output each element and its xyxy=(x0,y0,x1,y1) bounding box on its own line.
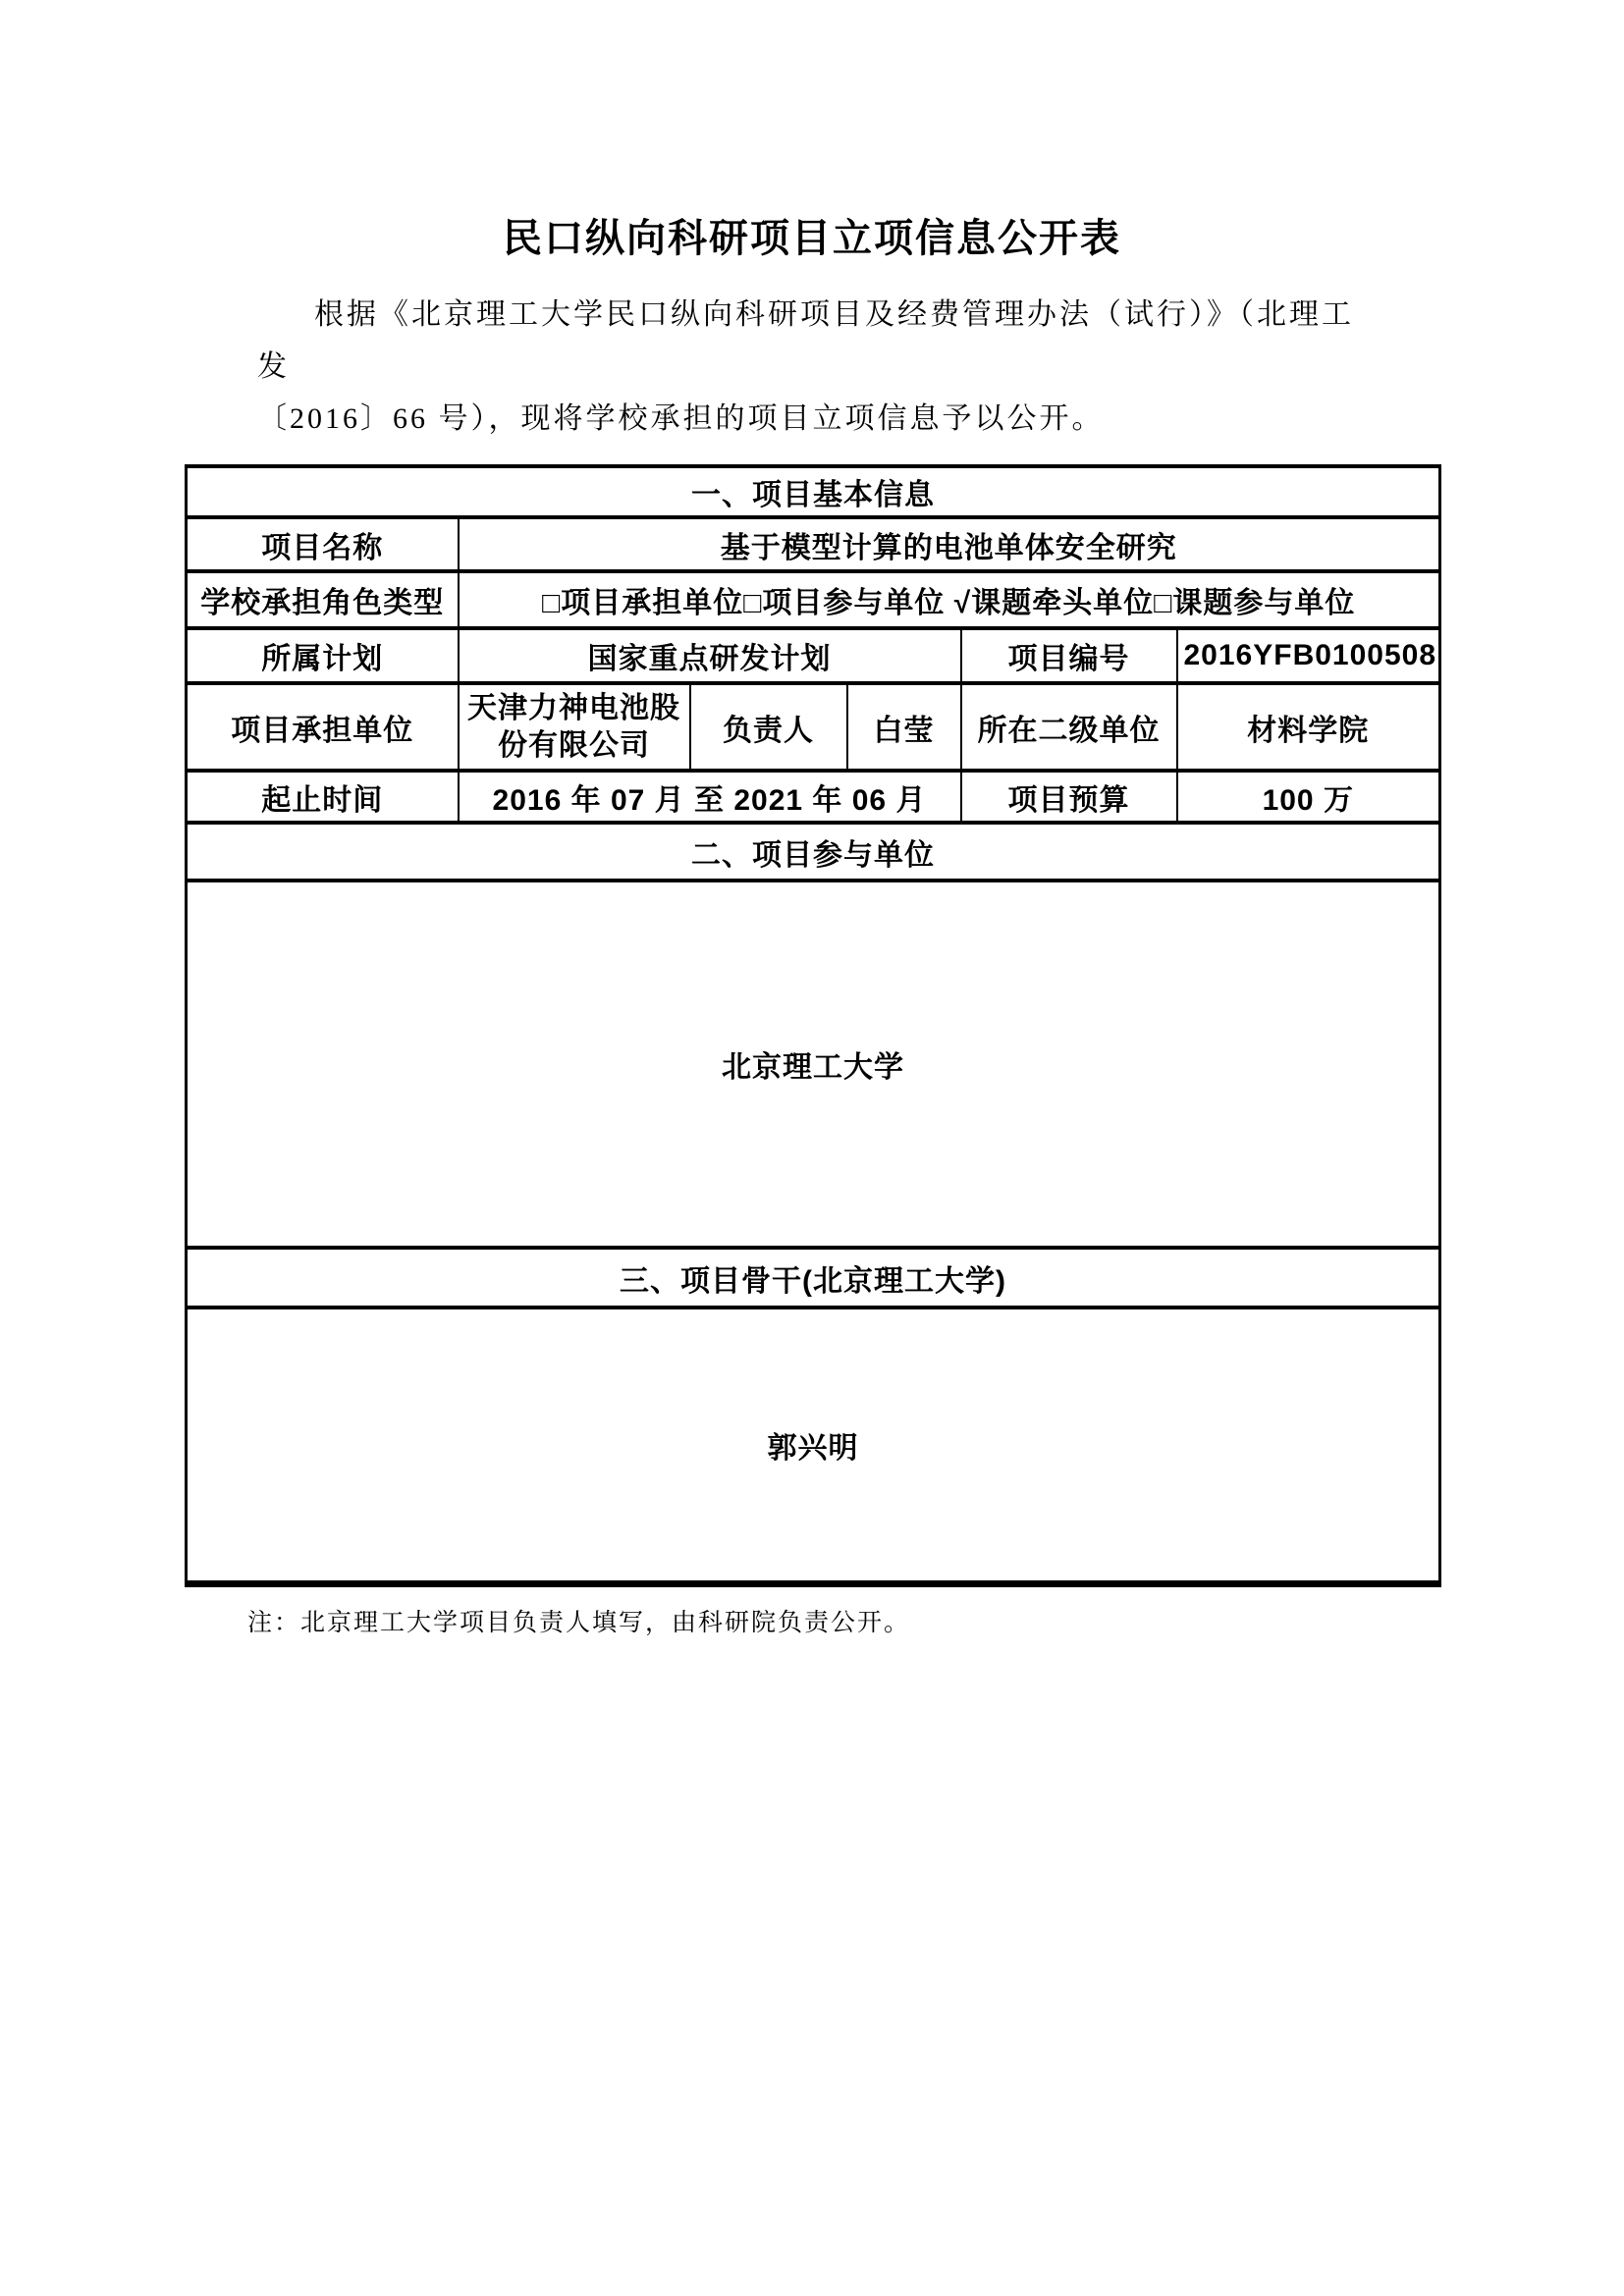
plan-label: 所属计划 xyxy=(187,628,459,683)
section3-header: 三、项目骨干(北京理工大学) xyxy=(187,1248,1440,1308)
undertaker-row xyxy=(187,683,1440,771)
section2-header: 二、项目参与单位 xyxy=(187,823,1440,881)
project-name-label: 项目名称 xyxy=(187,517,459,571)
project-name-row xyxy=(187,517,1440,571)
role-type-label: 学校承担角色类型 xyxy=(187,571,459,628)
section1-header: 一、项目基本信息 xyxy=(187,466,1440,517)
project-name-value: 基于模型计算的电池单体安全研究 xyxy=(459,517,1440,571)
section1-header-row xyxy=(187,466,1440,517)
plan-value: 国家重点研发计划 xyxy=(459,628,961,683)
project-no-value: 2016YFB0100508 xyxy=(1177,628,1440,683)
plan-row xyxy=(187,628,1440,683)
budget-value: 100 万 xyxy=(1177,771,1440,823)
role-type-row xyxy=(187,571,1440,628)
leader-value: 白莹 xyxy=(847,683,961,771)
secondary-unit-label: 所在二级单位 xyxy=(961,683,1177,771)
intro-paragraph xyxy=(257,289,1367,445)
role-type-value: □项目承担单位□项目参与单位 √课题牵头单位□课题参与单位 xyxy=(459,571,1440,628)
leader-label: 负责人 xyxy=(690,683,847,771)
project-no-label: 项目编号 xyxy=(961,628,1177,683)
participants-content: 北京理工大学 xyxy=(187,881,1440,1248)
footnote: 注：北京理工大学项目负责人填写，由科研院负责公开。 xyxy=(247,1609,911,1636)
duration-row xyxy=(187,771,1440,823)
secondary-unit-value: 材料学院 xyxy=(1177,683,1440,771)
undertaker-value: 天津力神电池股份有限公司 xyxy=(459,683,690,771)
intro-line-2: 〔2016〕66 号），现将学校承担的项目立项信息予以公开。 xyxy=(257,402,1105,435)
page-title: 民口纵向科研项目立项信息公开表 xyxy=(503,216,1121,260)
undertaker-label: 项目承担单位 xyxy=(187,683,459,771)
intro-line-1: 根据《北京理工大学民口纵向科研项目及经费管理办法（试行）》（北理工发 xyxy=(257,298,1354,383)
section2-header-row xyxy=(187,823,1440,881)
project-info-table xyxy=(185,464,1441,1587)
budget-label: 项目预算 xyxy=(961,771,1177,823)
duration-value: 2016 年 07 月 至 2021 年 06 月 xyxy=(459,771,961,823)
backbone-row xyxy=(187,1308,1440,1583)
section3-header-row xyxy=(187,1248,1440,1308)
participants-row xyxy=(187,881,1440,1248)
backbone-content: 郭兴明 xyxy=(187,1308,1440,1583)
duration-label: 起止时间 xyxy=(187,771,459,823)
